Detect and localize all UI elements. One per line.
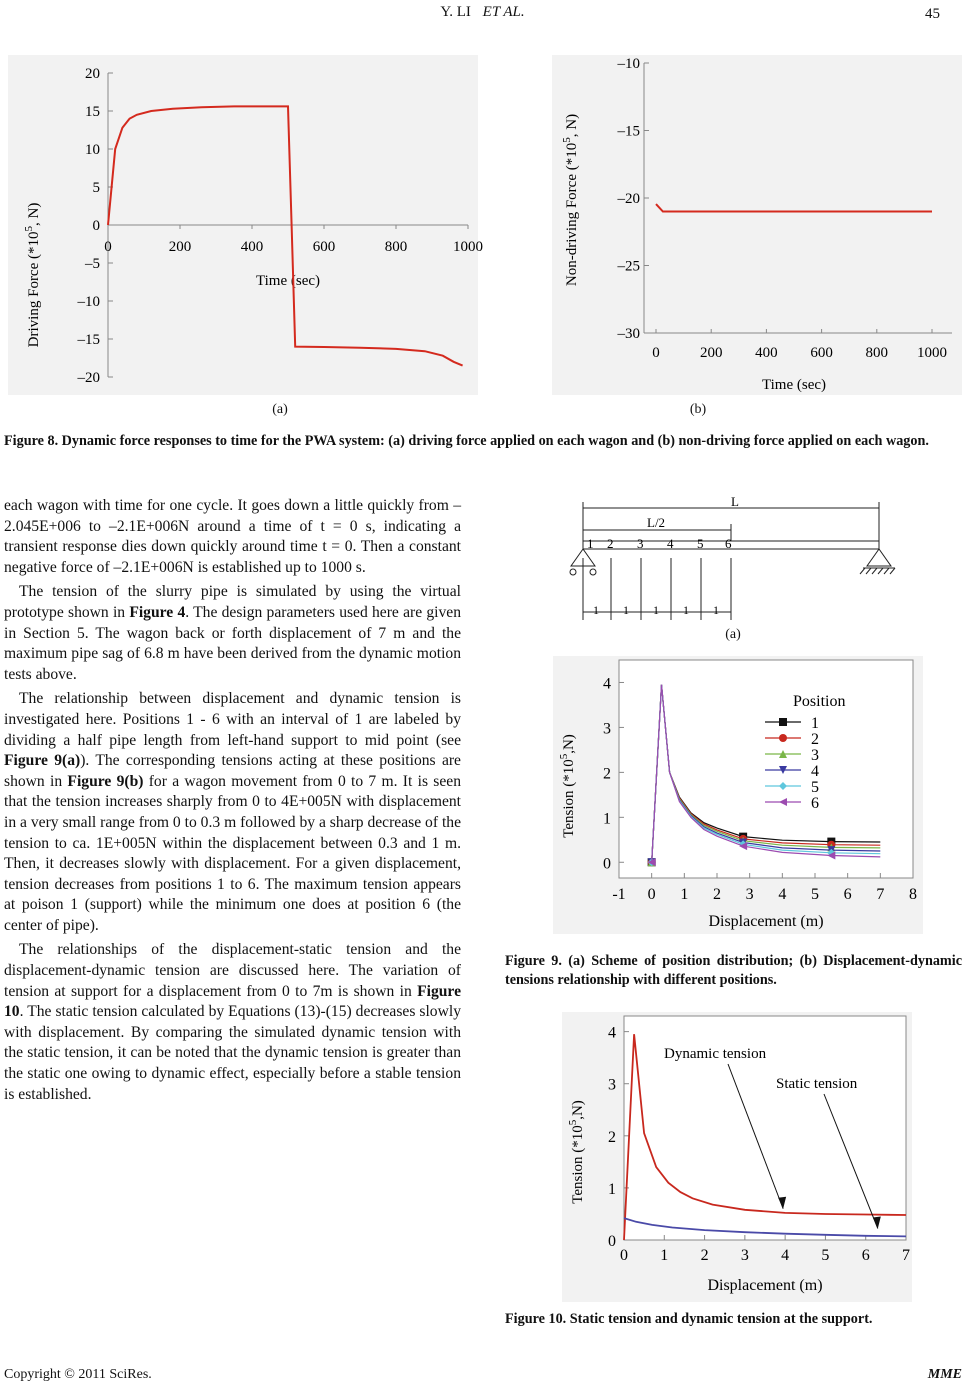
y-axis-label: Non-driving Force ($*10^5$, N) bbox=[561, 113, 580, 287]
scheme-half: L/2 bbox=[647, 515, 666, 530]
y-tick-label: 0 bbox=[603, 855, 611, 873]
y-tick-label: 5 bbox=[92, 180, 100, 196]
scheme-position-label: 4 bbox=[667, 536, 674, 551]
fig9a-scheme bbox=[555, 496, 915, 624]
y-tick-label: –15 bbox=[617, 123, 640, 140]
x-tick-label: 600 bbox=[810, 345, 833, 361]
x-tick-label: 800 bbox=[865, 345, 889, 361]
y-tick-label: 4 bbox=[608, 1024, 616, 1042]
legend-marker-2 bbox=[779, 734, 787, 742]
x-tick-label: 3 bbox=[745, 886, 754, 903]
x-tick-label: 5 bbox=[811, 886, 819, 903]
x-tick-label: 6 bbox=[861, 1247, 870, 1264]
paragraph-4: The relationships of the displacement-static tension and the displacement-dynamic tension are discussed here. The variation of tension at support for a displacement from 0 to 7m is shown in Figure 10. The static tension calculated by Equations (13)-(15) decreases slowly with displacement. By comparing the simulated dynamic tension with the static tension, it can be noted that the dynamic tension is greater than the static one owing to dynamic effect, especially before a stable tension is established. bbox=[4, 941, 461, 1103]
y-tick-label: –5 bbox=[85, 256, 100, 272]
x-axis-label: Time (sec) bbox=[761, 377, 827, 393]
annotation-dynamic: Dynamic tension bbox=[664, 1046, 767, 1062]
y-tick-label: 2 bbox=[603, 765, 611, 783]
fig9a-label: (a) bbox=[725, 627, 741, 642]
x-tick-label: 0 bbox=[647, 886, 656, 903]
legend-label-1: 1 bbox=[811, 715, 819, 732]
fig8b-chart bbox=[552, 55, 962, 395]
x-tick-label: 3 bbox=[740, 1247, 749, 1264]
chart-background bbox=[552, 55, 962, 395]
figure-ref[interactable]: Figure 4 bbox=[129, 603, 186, 621]
y-tick-label: –25 bbox=[617, 258, 640, 275]
legend-title: Position bbox=[793, 693, 846, 710]
fig9b-chart bbox=[553, 656, 923, 934]
scheme-interval-label: 1 bbox=[623, 603, 629, 617]
x-tick-label: 4 bbox=[781, 1247, 790, 1264]
scheme-interval-label: 1 bbox=[593, 603, 599, 617]
x-tick-label: 7 bbox=[876, 886, 885, 903]
y-tick-label: 3 bbox=[603, 720, 611, 738]
legend-label-4: 4 bbox=[811, 763, 819, 780]
y-axis-label: Tension $(*10^5,N)$ bbox=[558, 734, 577, 838]
x-axis-label: Time (sec) bbox=[255, 273, 321, 289]
legend-label-3: 3 bbox=[811, 747, 819, 764]
legend-marker-1 bbox=[779, 718, 787, 726]
fig9-caption: Figure 9. (a) Scheme of position distribution; (b) Displacement-dynamic tensions relationship with different positions. bbox=[505, 953, 962, 988]
y-axis-label: Tension $(*10^5,N)$ bbox=[567, 1100, 586, 1204]
y-tick-label: 2 bbox=[608, 1128, 616, 1146]
figure-ref[interactable]: Figure 10 bbox=[4, 982, 461, 1021]
paragraph-1: each wagon with time for one cycle. It goes down a little quickly from –2.045E+006 to –2.1E+006N around a time of t = 0 s, indicating a transient response dies down quickly around time t = 0. Then a constant negative force of –2.1E+006N is established up to 1000 s. bbox=[4, 497, 461, 576]
y-axis-label: Driving Force ($*10^5$, N) bbox=[23, 202, 42, 348]
x-tick-label: 1000 bbox=[917, 345, 947, 361]
x-tick-label: 400 bbox=[240, 239, 264, 255]
x-tick-label: 0 bbox=[652, 345, 660, 361]
scheme-position-label: 5 bbox=[697, 536, 704, 551]
y-tick-label: –15 bbox=[77, 332, 100, 348]
figure-ref[interactable]: Figure 9(a) bbox=[4, 752, 81, 770]
y-tick-label: –20 bbox=[617, 191, 640, 207]
x-tick-label: 2 bbox=[700, 1247, 709, 1264]
scheme-position-label: 2 bbox=[607, 536, 614, 551]
fig8a-label: (a) bbox=[272, 402, 288, 417]
scheme-interval-label: 1 bbox=[713, 603, 719, 617]
x-axis-label: Displacement (m) bbox=[708, 913, 824, 930]
scheme-interval-label: 1 bbox=[683, 603, 689, 617]
x-tick-label: 7 bbox=[902, 1247, 910, 1264]
x-tick-label: 400 bbox=[755, 345, 778, 361]
footer-journal: MME bbox=[927, 1367, 962, 1382]
y-tick-label: 10 bbox=[85, 142, 100, 158]
fig8a-chart bbox=[8, 55, 483, 395]
x-tick-label: 1000 bbox=[453, 239, 483, 255]
footer-copyright: Copyright © 2011 SciRes. bbox=[4, 1367, 152, 1382]
y-tick-label: 15 bbox=[85, 104, 100, 120]
x-tick-label: 0 bbox=[620, 1247, 628, 1264]
body-text bbox=[4, 496, 461, 1109]
scheme-position-label: 3 bbox=[637, 536, 644, 551]
x-tick-label: 2 bbox=[713, 886, 721, 903]
header-author: Y. LI bbox=[440, 4, 471, 20]
y-tick-label: 1 bbox=[608, 1180, 616, 1198]
x-tick-label: 8 bbox=[909, 886, 917, 903]
x-tick-label: 200 bbox=[699, 345, 723, 361]
right-support bbox=[867, 549, 891, 566]
legend-label-6: 6 bbox=[811, 795, 819, 812]
y-tick-label: 1 bbox=[603, 810, 611, 828]
x-tick-label: 800 bbox=[384, 239, 408, 255]
x-tick-label: 1 bbox=[660, 1247, 669, 1264]
fig10-caption: Figure 10. Static tension and dynamic tension at the support. bbox=[505, 1311, 873, 1327]
x-tick-label: 4 bbox=[778, 886, 787, 903]
y-tick-label: 0 bbox=[608, 1233, 616, 1250]
scheme-L: L bbox=[731, 494, 739, 509]
scheme-interval-label: 1 bbox=[653, 603, 659, 617]
y-tick-label: –10 bbox=[77, 294, 100, 310]
x-tick-label: 1 bbox=[680, 886, 689, 903]
x-axis-label: Displacement (m) bbox=[707, 1277, 823, 1294]
running-header bbox=[0, 4, 965, 21]
x-tick-label: 5 bbox=[821, 1247, 830, 1264]
annotation-static: Static tension bbox=[776, 1076, 858, 1092]
x-tick-label: 200 bbox=[168, 239, 192, 255]
y-tick-label: 3 bbox=[608, 1076, 616, 1094]
y-tick-label: 0 bbox=[92, 218, 100, 234]
fig8b-label: (b) bbox=[689, 402, 707, 417]
legend-label-5: 5 bbox=[811, 779, 819, 796]
paragraph-3: The relationship between displacement and dynamic tension is investigated here. Positions 1 - 6 with an interval of 1 are labeled by dividing a half pipe length from left-hand support to mid point (see Figure 9(a)). The corresponding tensions acting at these positions are shown in Figure 9(b) for a wagon movement from 0 to 7 m. It is seen that the tension increases sharply from 0 to 4E+005N with displacement in a very small range from 0 to 0.3 m followed by a sharp decrease of the tension to ca. 1E+005N within the displacement between 0.3 and 1 m. Then, it decreases slowly with displacement. For a given displacement, tension decreases from positions 1 to 6. The maximum tension appears at poison 1 (support) while the minimum one does at position 6 (the center of pipe). bbox=[4, 690, 461, 934]
y-tick-label: 4 bbox=[603, 675, 611, 693]
header-etal: ET AL. bbox=[482, 4, 525, 20]
legend-label-2: 2 bbox=[811, 731, 819, 748]
x-tick-label: 600 bbox=[312, 239, 336, 255]
y-tick-label: –10 bbox=[617, 56, 640, 72]
fig8-caption: Figure 8. Dynamic force responses to time for the PWA system: (a) driving force applied on each wagon and (b) non-driving force applied on each wagon. bbox=[4, 433, 929, 449]
page-number: 45 bbox=[925, 6, 940, 22]
figure-ref[interactable]: Figure 9(b) bbox=[67, 772, 144, 790]
fig10-chart bbox=[562, 1012, 912, 1302]
y-tick-label: –20 bbox=[77, 370, 100, 386]
x-tick-label: 0 bbox=[104, 239, 112, 255]
paragraph-2: The tension of the slurry pipe is simulated by using the virtual prototype shown in Figure 4. The design parameters used here are given in Section 5. The wagon back or forth displacement of 7 m and the maximum pipe sag of 6.8 m have been derived from the dynamic motion tests above. bbox=[4, 583, 461, 683]
y-tick-label: –30 bbox=[617, 326, 640, 342]
y-tick-label: 20 bbox=[85, 66, 100, 82]
x-tick-label: 6 bbox=[843, 886, 852, 903]
scheme-position-label: 1 bbox=[587, 536, 594, 551]
x-tick-label: -1 bbox=[612, 886, 626, 903]
scheme-position-label: 6 bbox=[725, 536, 732, 551]
